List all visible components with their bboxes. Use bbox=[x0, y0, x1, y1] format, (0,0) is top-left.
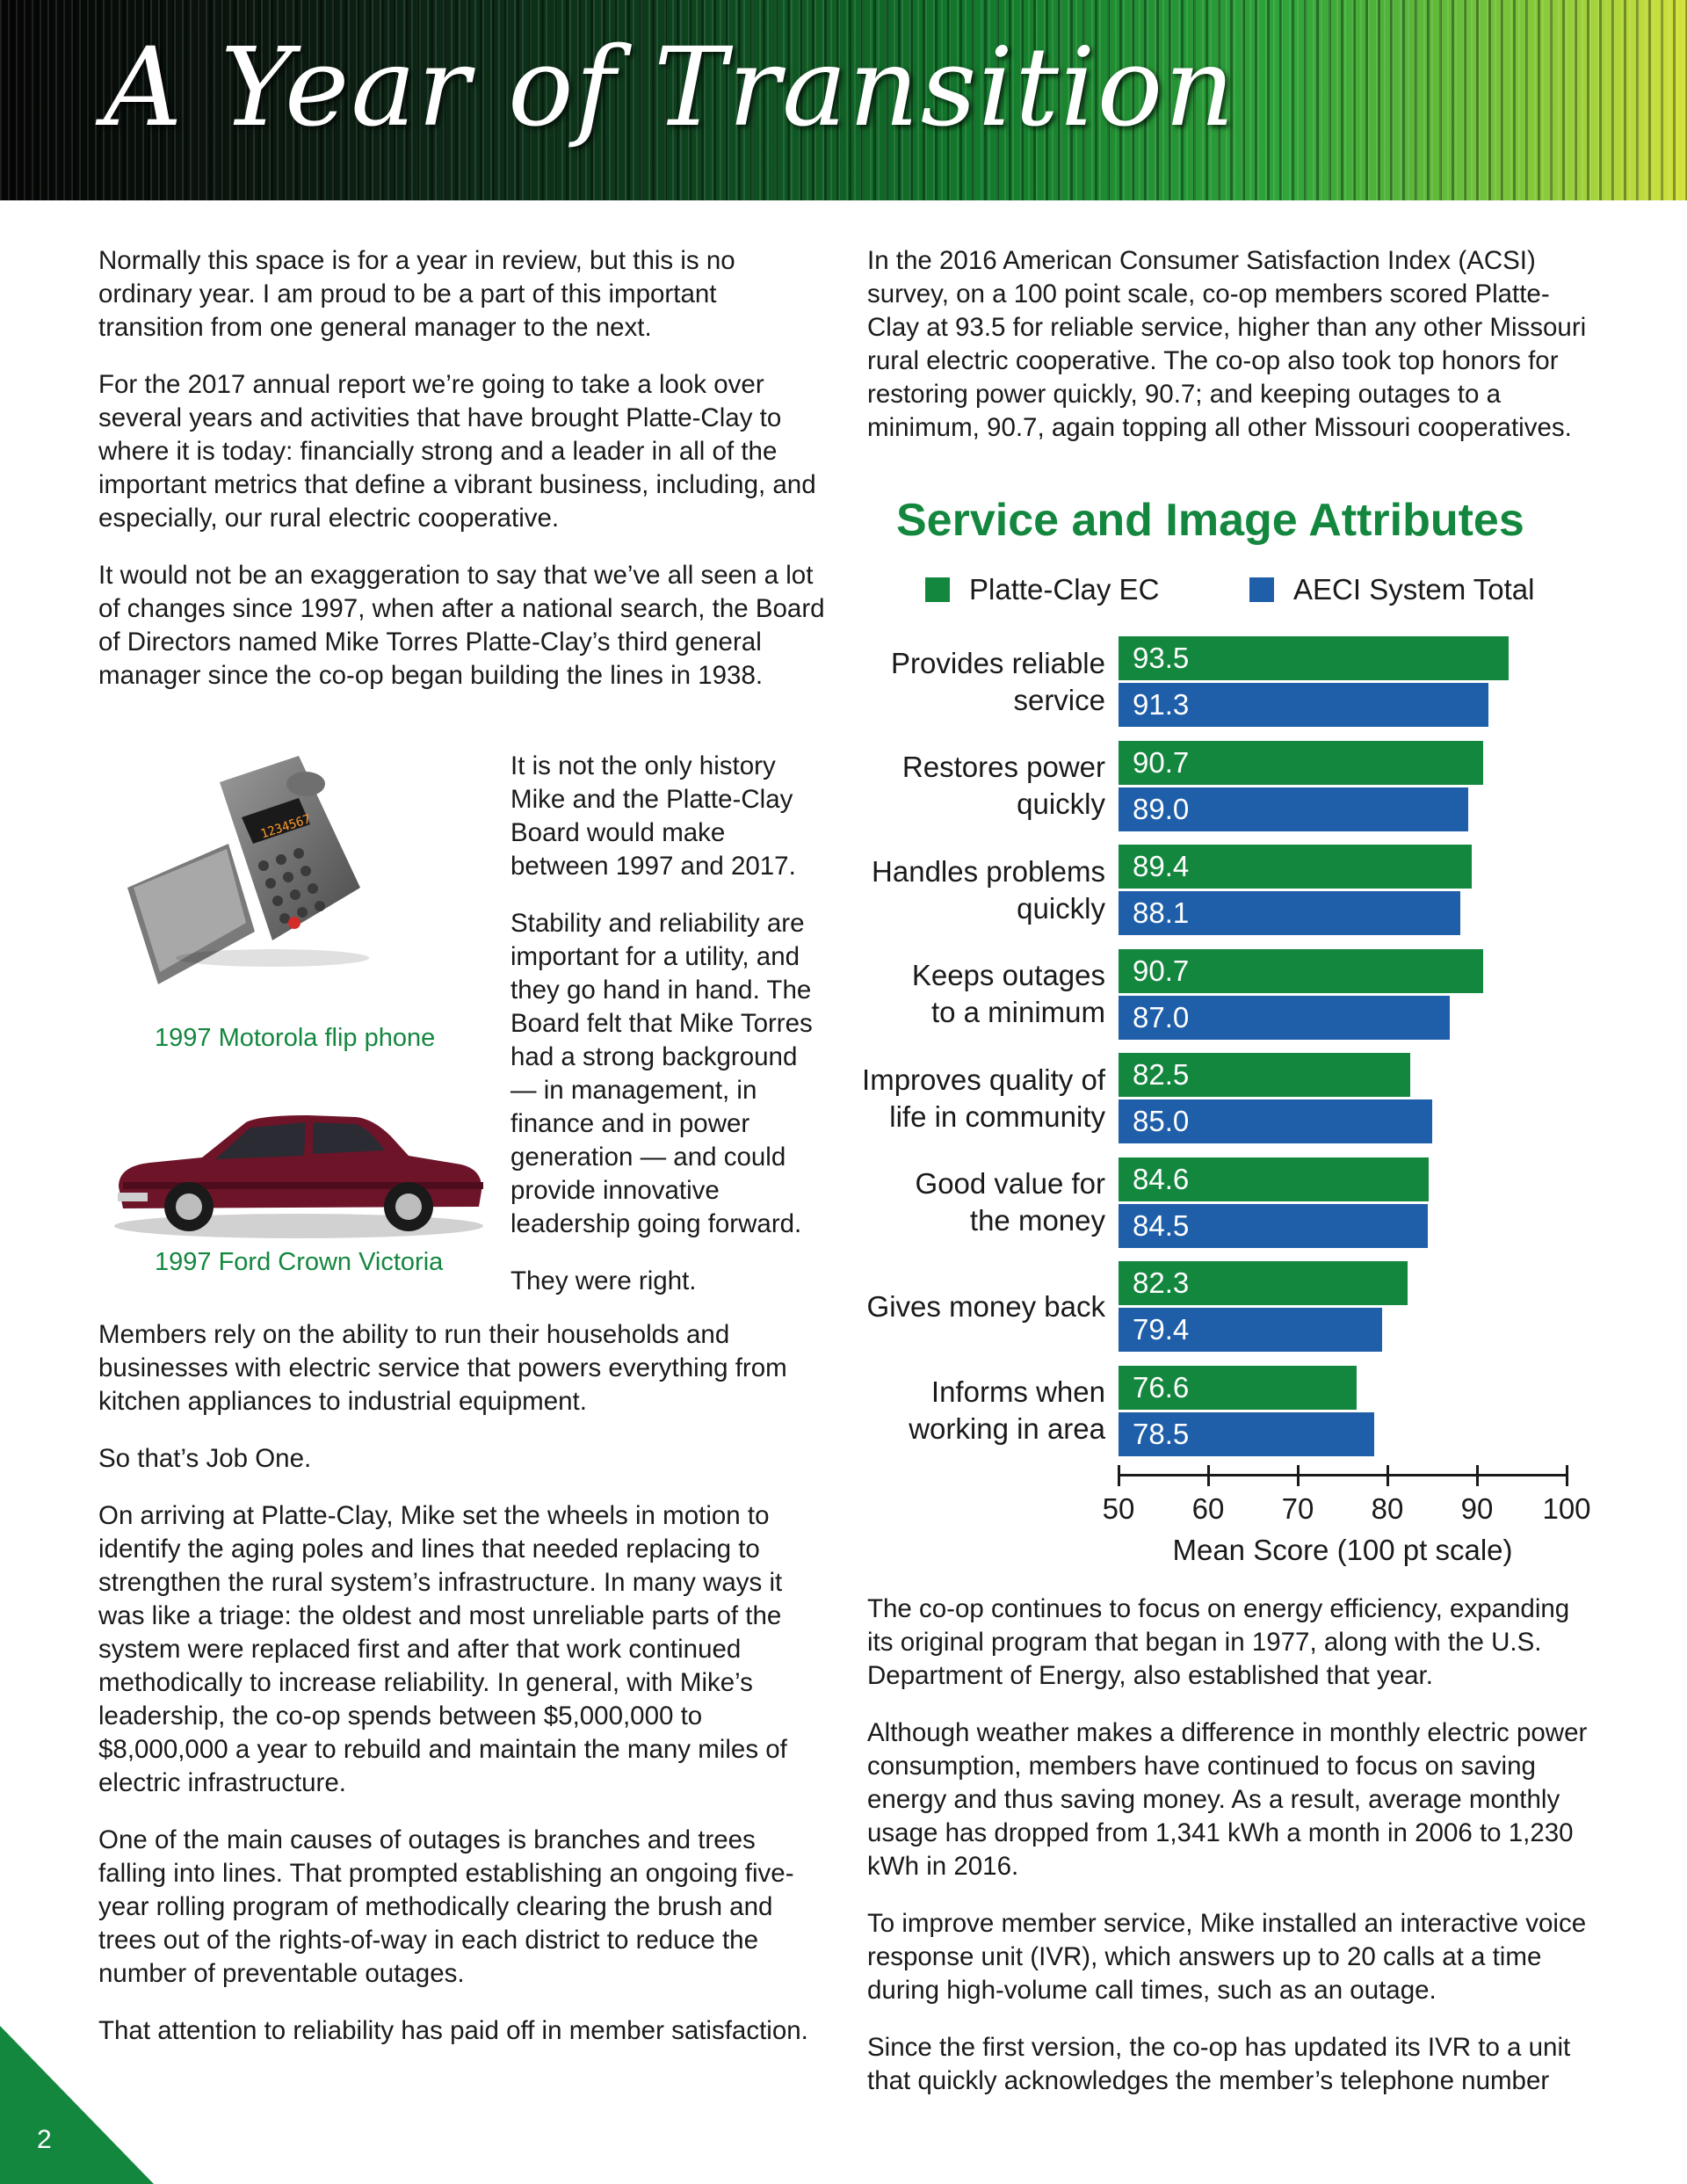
legend-item-platte-clay bbox=[925, 573, 1159, 606]
paragraph: Although weather makes a difference in monthly electric power consumption, members have continued to focus on saving energy and thus saving money. As a result, average monthly usage has dropped from 1,341 kWh a month in 2006 to 1,230 kWh in 2016. bbox=[867, 1718, 1588, 1881]
paragraph: Members rely on the ability to run their households and businesses with electric service that powers everything from kitchen appliances to industrial equipment. bbox=[98, 1320, 787, 1416]
category-label-line: Provides reliable bbox=[891, 646, 1105, 679]
legend-swatch bbox=[1249, 577, 1274, 602]
category-label bbox=[789, 853, 1105, 927]
paragraph: Stability and reliability are important for a utility, and they go hand in hand. The Board felt that Mike Torres had a strong background — in management, in finance and in power generation — and could provide innovative leadership going forward. bbox=[510, 909, 813, 1238]
category-label-line: service bbox=[1013, 683, 1105, 716]
category-label bbox=[789, 749, 1105, 823]
bar bbox=[1119, 1261, 1408, 1305]
paragraph: Since the first version, the co-op has updated its IVR to a unit that quickly acknowledges the member’s telephone number bbox=[867, 2033, 1571, 2095]
paragraph: For the 2017 annual report we’re going to take a look over several years and activities that have brought Platte-Clay to where it is today: financially strong and a leader in all of the important metrics that define a vibrant business, including, and especially, our rural electric cooperative. bbox=[98, 370, 816, 533]
bar-value-label: 76.6 bbox=[1133, 1370, 1190, 1404]
page-number: 2 bbox=[37, 2125, 52, 2154]
right-column-top bbox=[867, 244, 1596, 468]
paragraph: One of the main causes of outages is branches and trees falling into lines. That prompted establishing an ongoing five-year rolling program of methodically clearing the brush and trees out of the rights-of-way in each district to reduce the number of preventable outages. bbox=[98, 1825, 794, 1988]
bar bbox=[1119, 1053, 1410, 1097]
phone-caption: 1997 Motorola flip phone bbox=[155, 1024, 436, 1052]
category-label-line: working in area bbox=[909, 1412, 1105, 1445]
category-label-line: Good value for bbox=[915, 1167, 1105, 1200]
x-tick bbox=[1566, 1465, 1568, 1486]
category-label-line: life in community bbox=[889, 1099, 1105, 1133]
category-label-line: Restores power bbox=[901, 751, 1105, 783]
bar bbox=[1119, 683, 1488, 727]
category-label-line: quickly bbox=[1017, 787, 1105, 820]
category-label bbox=[789, 1374, 1105, 1448]
legend-swatch bbox=[925, 577, 950, 602]
x-tick bbox=[1387, 1465, 1389, 1486]
category-label-line: the money bbox=[969, 1204, 1105, 1237]
middle-column bbox=[510, 750, 827, 1322]
paragraph: The co-op continues to focus on energy efficiency, expanding its original program that began in 1977, along with the U.S. Department of Energy, also established that year. bbox=[867, 1594, 1570, 1690]
x-tick bbox=[1118, 1465, 1120, 1486]
bar-value-label: 91.3 bbox=[1133, 688, 1190, 721]
left-column-bottom bbox=[98, 1318, 828, 2072]
category-label-line: to a minimum bbox=[930, 996, 1105, 1028]
bar-value-label: 93.5 bbox=[1133, 642, 1190, 674]
bar bbox=[1119, 996, 1450, 1040]
category-label bbox=[789, 1062, 1105, 1136]
paragraph: They were right. bbox=[510, 1266, 697, 1295]
x-tick-label: 50 bbox=[1102, 1492, 1135, 1525]
bar-value-label: 84.6 bbox=[1133, 1162, 1190, 1195]
bar-value-label: 88.1 bbox=[1133, 896, 1190, 929]
paragraph: On arriving at Platte-Clay, Mike set the wheels in motion to identify the aging poles and lines that needed replacing to strengthen the rural system’s infrastructure. In many ways it was like a triage: the oldest and most unreliable parts of the system were replaced first and after that work continued methodically to increase reliability. In general, with Mike’s leadership, the co-op spends between $5,000,000 to $8,000,000 a year to rebuild and maintain the many miles of electric infrastructure. bbox=[98, 1501, 787, 1797]
chart-title: Service and Image Attributes bbox=[896, 495, 1524, 546]
left-column-top bbox=[98, 244, 828, 716]
page-title: A Year of Transition bbox=[104, 25, 1237, 151]
x-tick bbox=[1297, 1465, 1300, 1486]
category-label-line: Handles problems bbox=[872, 854, 1105, 888]
paragraph: So that’s Job One. bbox=[98, 1444, 312, 1473]
bar-value-label: 87.0 bbox=[1133, 1000, 1190, 1034]
category-label-line: Informs when bbox=[930, 1375, 1105, 1408]
legend-label: Platte-Clay EC bbox=[969, 573, 1160, 606]
paragraph: Normally this space is for a year in review, but this is no ordinary year. I am proud to be a part of this important transition from one general manager to the next. bbox=[98, 246, 735, 342]
category-label bbox=[789, 645, 1105, 719]
phone-screen-text: 1234567 bbox=[258, 812, 313, 842]
bar bbox=[1119, 636, 1509, 680]
category-label bbox=[789, 1165, 1105, 1239]
x-tick-label: 80 bbox=[1371, 1492, 1404, 1525]
bar-value-label: 84.5 bbox=[1133, 1208, 1190, 1242]
bar bbox=[1119, 949, 1483, 993]
legend-item-aeci bbox=[1249, 573, 1535, 606]
bar-value-label: 82.5 bbox=[1133, 1058, 1190, 1091]
paragraph: It would not be an exaggeration to say that we’ve all seen a lot of changes since 1997, when after a national search, the Board of Directors named Mike Torres Platte-Clay’s third general manager since the co-op began building the lines in 1938. bbox=[98, 561, 825, 690]
bar bbox=[1119, 1412, 1374, 1456]
category-label-line: Keeps outages bbox=[911, 959, 1105, 991]
category-label-line: quickly bbox=[1017, 891, 1105, 925]
legend-label: AECI System Total bbox=[1293, 573, 1535, 606]
category-label bbox=[789, 1288, 1105, 1325]
x-axis-title: Mean Score (100 pt scale) bbox=[1172, 1534, 1513, 1566]
bar bbox=[1119, 1157, 1429, 1201]
bar-value-label: 82.3 bbox=[1133, 1266, 1190, 1299]
bar bbox=[1119, 891, 1460, 935]
bar-value-label: 90.7 bbox=[1133, 745, 1190, 779]
bar bbox=[1119, 845, 1472, 889]
x-tick bbox=[1476, 1465, 1479, 1486]
bar-value-label: 79.4 bbox=[1133, 1313, 1190, 1346]
bar-value-label: 89.4 bbox=[1133, 850, 1190, 882]
category-label-line: Gives money back bbox=[866, 1289, 1105, 1323]
car-caption: 1997 Ford Crown Victoria bbox=[155, 1248, 444, 1276]
paragraph: It is not the only history Mike and the Platte-Clay Board would make between 1997 and 2017. bbox=[510, 751, 796, 881]
x-tick-label: 60 bbox=[1191, 1492, 1225, 1525]
bar bbox=[1119, 1204, 1428, 1248]
right-column-bottom bbox=[867, 1593, 1596, 2122]
flip-phone-image bbox=[123, 756, 387, 1011]
car-image bbox=[105, 1094, 492, 1244]
paragraph: To improve member service, Mike installed an interactive voice response unit (IVR), which answers up to 20 calls at a time during high-volume call times, such as an outage. bbox=[867, 1909, 1587, 2005]
bar-value-label: 78.5 bbox=[1133, 1417, 1190, 1450]
header-banner bbox=[0, 0, 1687, 200]
x-tick-label: 70 bbox=[1281, 1492, 1314, 1525]
page-corner-triangle bbox=[0, 2026, 154, 2184]
bar bbox=[1119, 741, 1483, 785]
paragraph: In the 2016 American Consumer Satisfaction Index (ACSI) survey, on a 100 point scale, co-op members scored Platte-Clay at 93.5 for reliable service, higher than any other Missouri rural electric cooperative. The co-op also took top honors for restoring power quickly, 90.7; and keeping outages to a minimum, 90.7, again topping all other Missouri cooperatives. bbox=[867, 246, 1587, 442]
x-axis-line bbox=[1119, 1474, 1567, 1477]
category-label-line: Improves quality of bbox=[862, 1063, 1105, 1096]
bar bbox=[1119, 1366, 1357, 1410]
bar-value-label: 90.7 bbox=[1133, 954, 1190, 987]
x-tick-label: 90 bbox=[1460, 1492, 1494, 1525]
x-tick bbox=[1207, 1465, 1210, 1486]
bar bbox=[1119, 1308, 1382, 1352]
bar-value-label: 89.0 bbox=[1133, 792, 1190, 825]
bar-value-label: 85.0 bbox=[1133, 1105, 1190, 1137]
x-tick-label: 100 bbox=[1542, 1492, 1591, 1525]
bar bbox=[1119, 1099, 1432, 1143]
paragraph: That attention to reliability has paid off in member satisfaction. bbox=[98, 2016, 808, 2045]
category-label bbox=[789, 957, 1105, 1031]
bar bbox=[1119, 787, 1468, 831]
